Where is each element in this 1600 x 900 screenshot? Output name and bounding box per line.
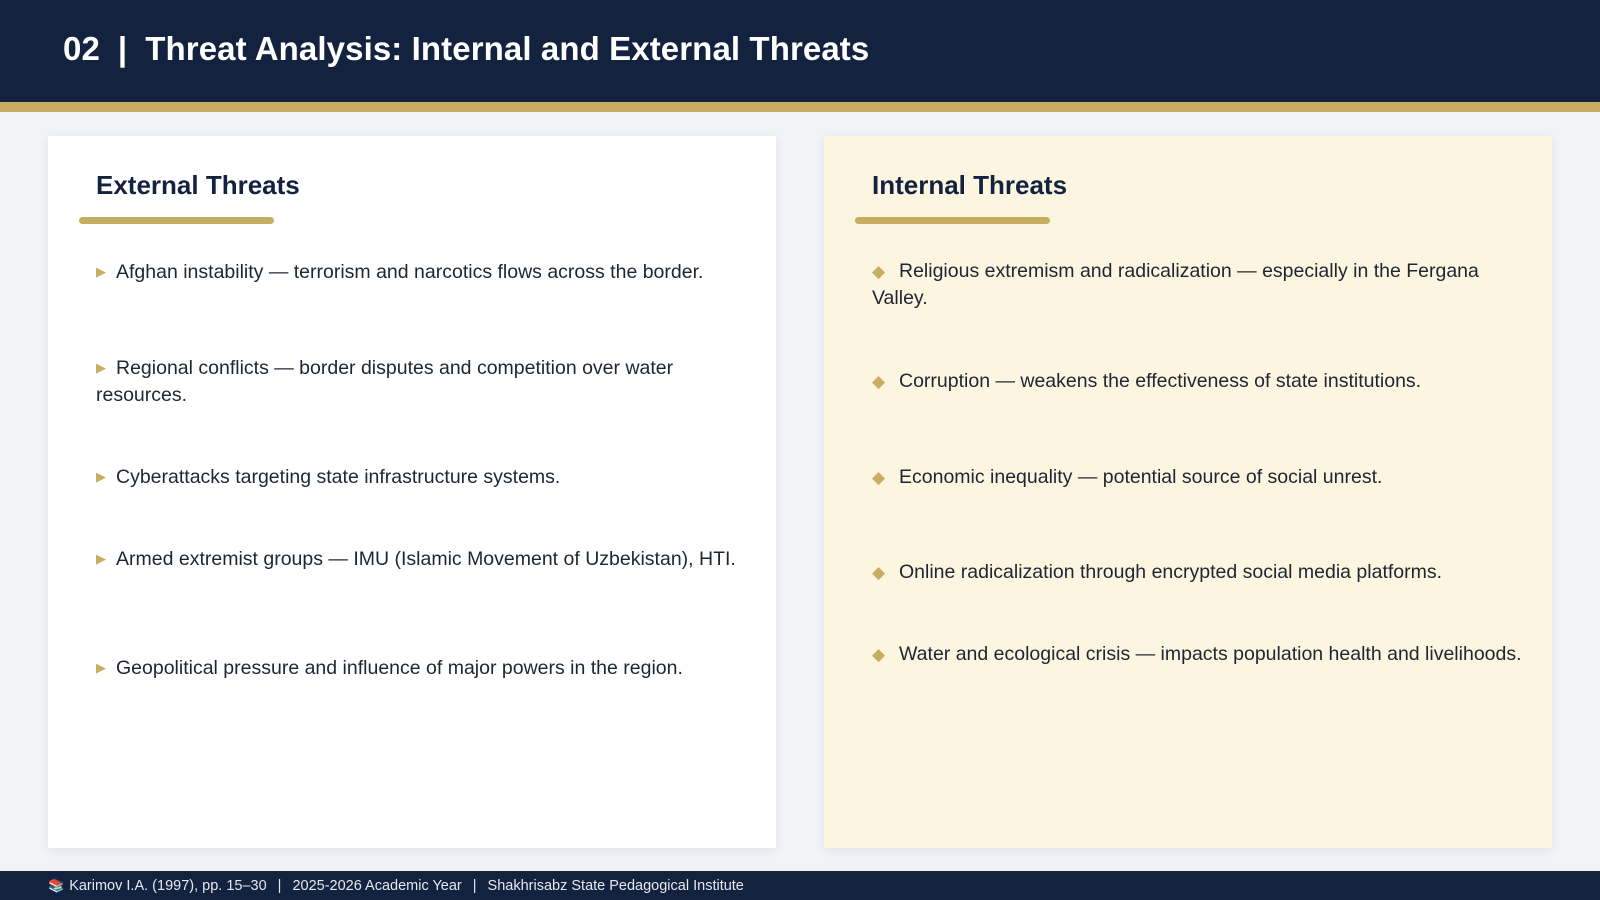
title-text: Threat Analysis: Internal and External Threats bbox=[145, 30, 870, 67]
internal-threat-item bbox=[872, 559, 1522, 586]
diamond-icon: ◆ bbox=[872, 262, 886, 281]
internal-threat-text: Online radicalization through encrypted social media platforms. bbox=[899, 561, 1443, 583]
diamond-icon: ◆ bbox=[872, 563, 886, 582]
external-threat-item bbox=[96, 463, 746, 491]
external-threat-item bbox=[96, 654, 746, 682]
footer-year: 2025-2026 Academic Year bbox=[292, 878, 462, 894]
book-icon: 📚 bbox=[48, 878, 65, 893]
internal-threat-item bbox=[872, 368, 1522, 395]
external-threat-text: Regional conflicts — border disputes and competition over water resources. bbox=[96, 357, 674, 406]
internal-threat-item bbox=[872, 258, 1522, 312]
diamond-icon: ◆ bbox=[872, 645, 886, 664]
footer-bar bbox=[0, 871, 1600, 900]
external-threats-card bbox=[48, 136, 776, 848]
external-threat-item bbox=[96, 258, 746, 286]
external-title-underline bbox=[79, 217, 274, 224]
footer-separator: | bbox=[472, 878, 477, 894]
triangle-right-icon: ▶ bbox=[96, 660, 106, 675]
triangle-right-icon: ▶ bbox=[96, 469, 106, 484]
internal-threat-text: Corruption — weakens the effectiveness of state institutions. bbox=[899, 370, 1422, 392]
internal-threats-title: Internal Threats bbox=[872, 170, 1068, 200]
footer-content bbox=[48, 871, 744, 900]
header-gold-rule bbox=[0, 102, 1600, 112]
external-threats-title: External Threats bbox=[96, 170, 300, 200]
footer-separator: | bbox=[277, 878, 282, 894]
external-threat-item bbox=[96, 354, 746, 409]
external-threat-text: Cyberattacks targeting state infrastructure systems. bbox=[116, 466, 561, 488]
external-threat-text: Geopolitical pressure and influence of major powers in the region. bbox=[116, 657, 683, 679]
page-title bbox=[63, 30, 869, 68]
external-threat-item bbox=[96, 545, 746, 573]
triangle-right-icon: ▶ bbox=[96, 264, 106, 279]
footer-source: Karimov I.A. (1997), pp. 15–30 bbox=[69, 878, 267, 894]
triangle-right-icon: ▶ bbox=[96, 360, 106, 375]
internal-threat-item bbox=[872, 464, 1522, 491]
footer-institution: Shakhrisabz State Pedagogical Institute bbox=[487, 878, 744, 894]
external-threat-text: Afghan instability — terrorism and narcotics flows across the border. bbox=[116, 261, 704, 283]
section-number: 02 bbox=[63, 30, 100, 67]
internal-threats-card bbox=[824, 136, 1552, 848]
triangle-right-icon: ▶ bbox=[96, 551, 106, 566]
internal-threat-text: Economic inequality — potential source of social unrest. bbox=[899, 466, 1383, 488]
internal-threat-item bbox=[872, 641, 1522, 668]
internal-title-underline bbox=[855, 217, 1050, 224]
internal-threat-text: Water and ecological crisis — impacts population health and livelihoods. bbox=[899, 643, 1522, 665]
external-threat-text: Armed extremist groups — IMU (Islamic Movement of Uzbekistan), HTI. bbox=[116, 548, 736, 570]
internal-threat-text: Religious extremism and radicalization — especially in the Fergana Valley. bbox=[872, 260, 1479, 309]
header-bar bbox=[0, 0, 1600, 102]
title-separator: | bbox=[117, 30, 128, 67]
diamond-icon: ◆ bbox=[872, 372, 886, 391]
diamond-icon: ◆ bbox=[872, 468, 886, 487]
